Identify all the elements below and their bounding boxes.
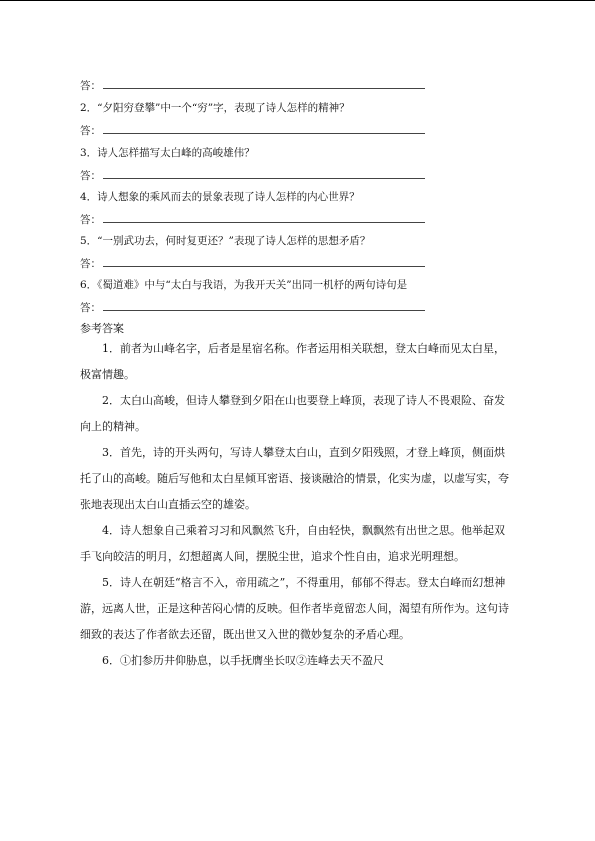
answer-blank xyxy=(103,168,425,179)
answer-blank xyxy=(103,78,425,89)
question-5: 5．“一别武功去，何时复更还？”表现了诗人怎样的思想矛盾？ xyxy=(80,235,371,247)
reference-answer-6: 6．①扪参历井仰胁息，以手抚膺坐长叹②连峰去天不盈尺 xyxy=(102,654,384,667)
answer-label: 答： xyxy=(80,125,101,137)
page-top-rule xyxy=(0,0,595,1)
answer-label: 答： xyxy=(80,302,101,314)
answer-label: 答： xyxy=(80,170,101,182)
answer-line-1 xyxy=(80,78,425,93)
answer-line-5 xyxy=(80,256,425,271)
question-3: 3．诗人怎样描写太白峰的高峻雄伟？ xyxy=(80,147,255,159)
question-4: 4．诗人想象的乘风而去的景象表现了诗人怎样的内心世界？ xyxy=(80,191,360,203)
reference-answer-3: 3．首先，诗的开头两句，写诗人攀登太白山，直到夕阳残照，才登上峰顶，侧面烘托了山的高峻。随后写他和太白星倾耳密语、接谈融洽的情景，化实为虚，以虚写实，夸张地表现出太白山直插云空的雄姿。 xyxy=(80,446,509,511)
answer-line-4 xyxy=(80,212,425,227)
answer-label: 答： xyxy=(80,214,101,226)
answer-label: 答： xyxy=(80,258,101,270)
answer-blank xyxy=(103,256,425,267)
answer-blank xyxy=(103,212,425,223)
question-2: 2．“夕阳穷登攀”中一个“穷”字，表现了诗人怎样的精神？ xyxy=(80,102,350,114)
answer-line-6 xyxy=(80,300,425,315)
reference-answer-2: 2．太白山高峻，但诗人攀登到夕阳在山也要登上峰顶，表现了诗人不畏艰险、奋发向上的精神。 xyxy=(80,394,505,433)
answer-line-2 xyxy=(80,123,425,138)
answer-blank xyxy=(103,300,425,311)
answer-blank xyxy=(103,123,425,134)
reference-answer-5: 5．诗人在朝廷“格言不入，帝用疏之”，不得重用，郁郁不得志。登太白峰而幻想神游，远离人世，正是这种苦闷心情的反映。但作者毕竟留恋人间，渴望有所作为。这句诗细致的表达了作者欲去还留，既出世又入世的微妙复杂的矛盾心理。 xyxy=(80,576,509,641)
reference-heading: 参考答案 xyxy=(80,322,124,335)
reference-answer-4: 4．诗人想象自己乘着习习和风飘然飞升，自由轻快，飘飘然有出世之思。他举起双手飞向皎洁的明月，幻想超离人间，摆脱尘世，追求个性自由，追求光明理想。 xyxy=(80,524,505,563)
reference-answer-1: 1．前者为山峰名字，后者是星宿名称。作者运用相关联想，登太白峰而见太白星，极富情趣。 xyxy=(80,342,505,381)
question-6: 6．《蜀道难》中与“太白与我语，为我开天关”出同一机杼的两句诗句是 xyxy=(80,279,408,291)
answer-label: 答： xyxy=(80,80,101,92)
answer-line-3 xyxy=(80,168,425,183)
